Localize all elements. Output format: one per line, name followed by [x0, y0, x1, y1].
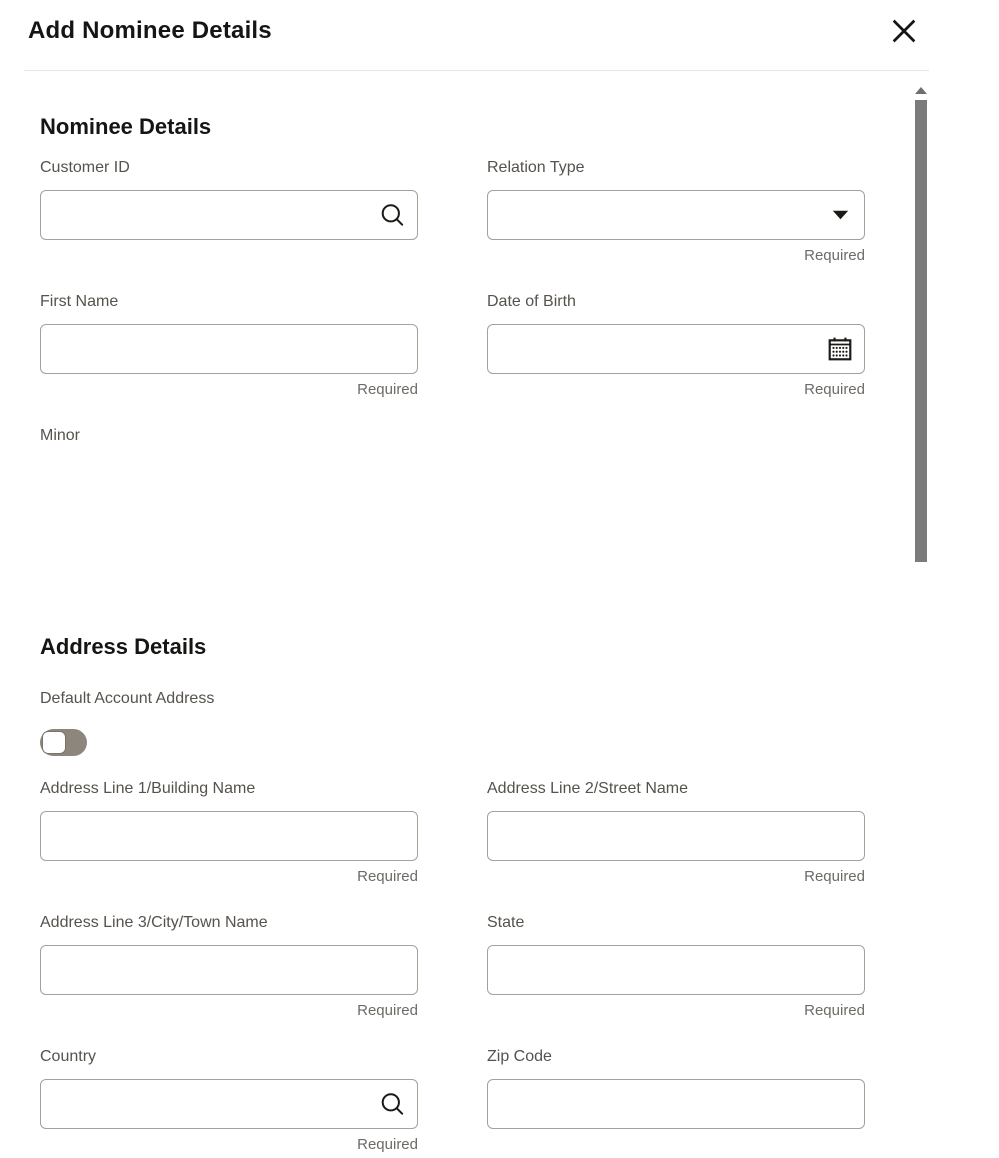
relation-type-label: Relation Type [487, 159, 585, 176]
date-of-birth-input[interactable] [487, 324, 865, 374]
required-hint: Required [804, 1002, 865, 1019]
required-hint: Required [357, 1002, 418, 1019]
scroll-up-arrow-icon[interactable] [915, 87, 927, 94]
zip-code-field [487, 1048, 865, 1129]
search-icon[interactable] [379, 202, 406, 229]
scrollbar-thumb[interactable] [915, 100, 927, 562]
zip-code-label: Zip Code [487, 1048, 552, 1065]
state-input[interactable] [487, 945, 865, 995]
scrollbar[interactable] [912, 84, 930, 1064]
search-icon[interactable] [379, 1091, 406, 1118]
country-label: Country [40, 1048, 97, 1065]
required-hint: Required [357, 868, 418, 885]
customer-id-field [40, 159, 418, 240]
caret-down-icon[interactable] [832, 210, 849, 220]
relation-type-field [487, 159, 865, 264]
address-line3-label: Address Line 3/City/Town Name [40, 914, 268, 931]
form-row [40, 780, 999, 885]
required-hint: Required [357, 381, 418, 398]
address-line1-field [40, 780, 418, 885]
form-row [40, 159, 999, 264]
zip-code-input[interactable] [487, 1079, 865, 1129]
first-name-label: First Name [40, 293, 119, 310]
close-button[interactable] [886, 13, 922, 49]
address-section-heading: Address Details [40, 634, 207, 659]
form-row [40, 293, 999, 398]
state-label: State [487, 914, 525, 931]
address-line3-input[interactable] [40, 945, 418, 995]
address-line2-input[interactable] [487, 811, 865, 861]
address-line2-field [487, 780, 865, 885]
first-name-input[interactable] [40, 324, 418, 374]
required-hint: Required [357, 1136, 418, 1153]
required-hint: Required [804, 868, 865, 885]
address-line1-input[interactable] [40, 811, 418, 861]
date-of-birth-field [487, 293, 865, 398]
state-field [487, 914, 865, 1019]
form-row [40, 427, 999, 458]
form-row [40, 1048, 999, 1153]
required-hint: Required [804, 247, 865, 264]
nominee-section-heading: Nominee Details [40, 114, 212, 139]
customer-id-input[interactable] [40, 190, 418, 240]
relation-type-select[interactable] [487, 190, 865, 240]
first-name-field [40, 293, 418, 398]
toggle-knob [42, 731, 66, 754]
address-line1-label: Address Line 1/Building Name [40, 780, 256, 797]
country-field [40, 1048, 418, 1153]
required-hint: Required [804, 381, 865, 398]
form-row [40, 914, 999, 1019]
header-divider [24, 70, 929, 71]
calendar-icon[interactable] [827, 336, 853, 362]
dialog-title: Add Nominee Details [28, 17, 272, 44]
minor-field [40, 427, 418, 458]
address-line2-label: Address Line 2/Street Name [487, 780, 688, 797]
address-line3-field [40, 914, 418, 1019]
country-input[interactable] [40, 1079, 418, 1129]
close-icon [889, 16, 919, 46]
default-account-address-toggle[interactable] [40, 729, 87, 756]
date-of-birth-label: Date of Birth [487, 293, 576, 310]
dialog-header [0, 0, 999, 70]
customer-id-label: Customer ID [40, 159, 130, 176]
minor-label: Minor [40, 427, 81, 444]
default-account-address-label: Default Account Address [40, 690, 215, 707]
